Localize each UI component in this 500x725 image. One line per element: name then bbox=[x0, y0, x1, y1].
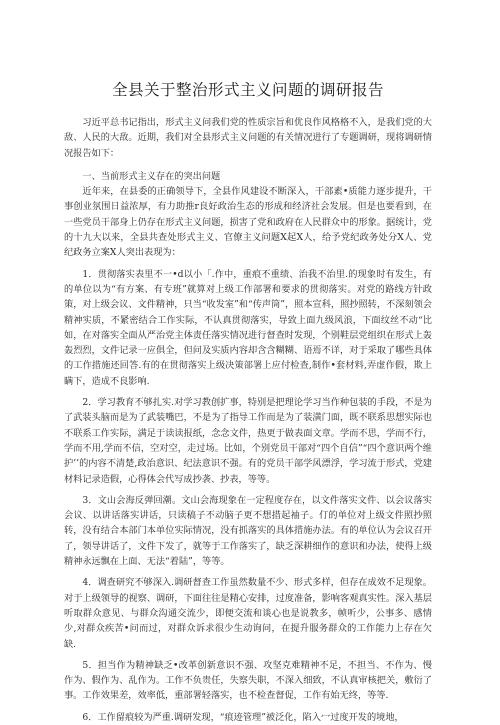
document-title: 全县关于整治形式主义问题的调研报告 bbox=[111, 81, 384, 99]
problem-item-3: 3．文山会海反弹回潮。文山会海现象在一定程度存在，以文件落实文件、以会议落实会议、以讲话落实讲话，只读稿子不动脑子更不想措起袖子。仃的单位对上级文件照抄照转，没有结合本部门本单位实际情况，没有抓落实的具体措施办法。有的单位认为会议召开了，领导讲话了，文件下发了，就等于工作落实了，缺乏深耕细作的意识和办法，使得上级精神永远飘在上面、无法“着陆”，等等。 bbox=[64, 494, 432, 568]
section-heading: 一、当前形式主义存在的突出问题 bbox=[82, 170, 221, 182]
problem-item-6: 6．工作留痕较为严重.调研发现，“痕迹管理”被泛化，陷入冖过度开发的境地， bbox=[82, 711, 404, 723]
problem-item-4: 4．调查研究不够深入.调研督查工作虽然数量不少、形式多样，但存在成效不足现象。对于上级领导的视察、调研，下面往往是精心安排，过度准备，影响客观真实性。深入基层听取群众意见、与群众沟通交流少，即便交流和谈心也是说教多，帧听少，公事多、感情少,对群众疾苦•问而过，对群众诉求很少生动询问，在提升服务群众的工作能力上存在欠缺. bbox=[64, 577, 432, 650]
problem-item-1: 1．贯彻落实表里不一•d以小「.作中，重痕不重绩、治我不治里.的现象时有发生，有的单位以为“有方案、有专班”就算对上级工作部署和要求的贯彻落实。对党的路线方针政策，对上级会议、文件精神，只当“收发室”和“传声筒”，照本宣科，照抄照转，不深刻领会精神实质，不紧密结合工作实际，不认真贯彻落实，导致上面九级风浪，下面纹丝不动“比如，在对落实全面从严治党主体责任落实情况进行督查时发现，个别鞋层党组织在形式上轰轰烈烈，文件记录一应俱全，但问及实质内容却含含糊糊、语焉不详，对于采取了哪些具体的工作措施还回答.有的在贯彻落实上级决策部署上应付检查,制作•套材料,弄虚作假，欺上瞒下，造成不良影响. bbox=[64, 268, 432, 387]
problem-item-5: 5．担当作为精神缺乏•改革创新意识不强、攻坚克难精神不足，不担当、不作为、慢作为、假作为、乱作为。工作不负贵任，失察失职，不深入细致，不认真审核把关，敷衍了事。工作效果差，效率低，重部署轻落实，也不检查督促，工作有始无终，等等. bbox=[64, 659, 432, 702]
section-intro-paragraph: 近年来，在县委的正确领导下，全县作风建设不断深入，干部素•质能力逐步提升，干事创业氛围日益浓厚，有力助推r良好政治生态的形成和经济社会发展。但是也要看到，在一些党员干部身上仍存在形式主义问题，损害了党和政府在人民群众中的形象。据统计，党的十九大以来，全县共查处形式主义、官僚主义问题X起X人，给予党纪政务处分X人、党纪政务立案X人突出表现为： bbox=[64, 186, 432, 259]
intro-paragraph: 习近平总书记指出，形式主义问我们党的性质宗旨和优良作风格格不入，是我们党的大敌、人民的大敌。近期，我们对全县形式主义问题的有关情况进行了专题调研，现将调研情况报告如下： bbox=[64, 117, 432, 159]
problem-item-2: 2．学习教育不够扎实.对学习教创扩事，特别是把理论学习当作种包装的手段，不是为了武装头脑而是为了武装嘴巴，不是为了指导工作而是为了装潢门面，既不联系思想实际也不联系工作实际，满足于读读报纸，念念文件，热更于做表面文章。学而不思，学而不行，学而不用,学而不信，空对空，走过场。比如，个别党员干部对“四个自信”“四个意识两个维护’’的内容不清楚,政治意识、纪法意识不强。有的党员干部学风漂浮，学习流于形式，党建材料记录造假，心得体会代写成抄袭、抄表，等等。 bbox=[64, 397, 432, 485]
